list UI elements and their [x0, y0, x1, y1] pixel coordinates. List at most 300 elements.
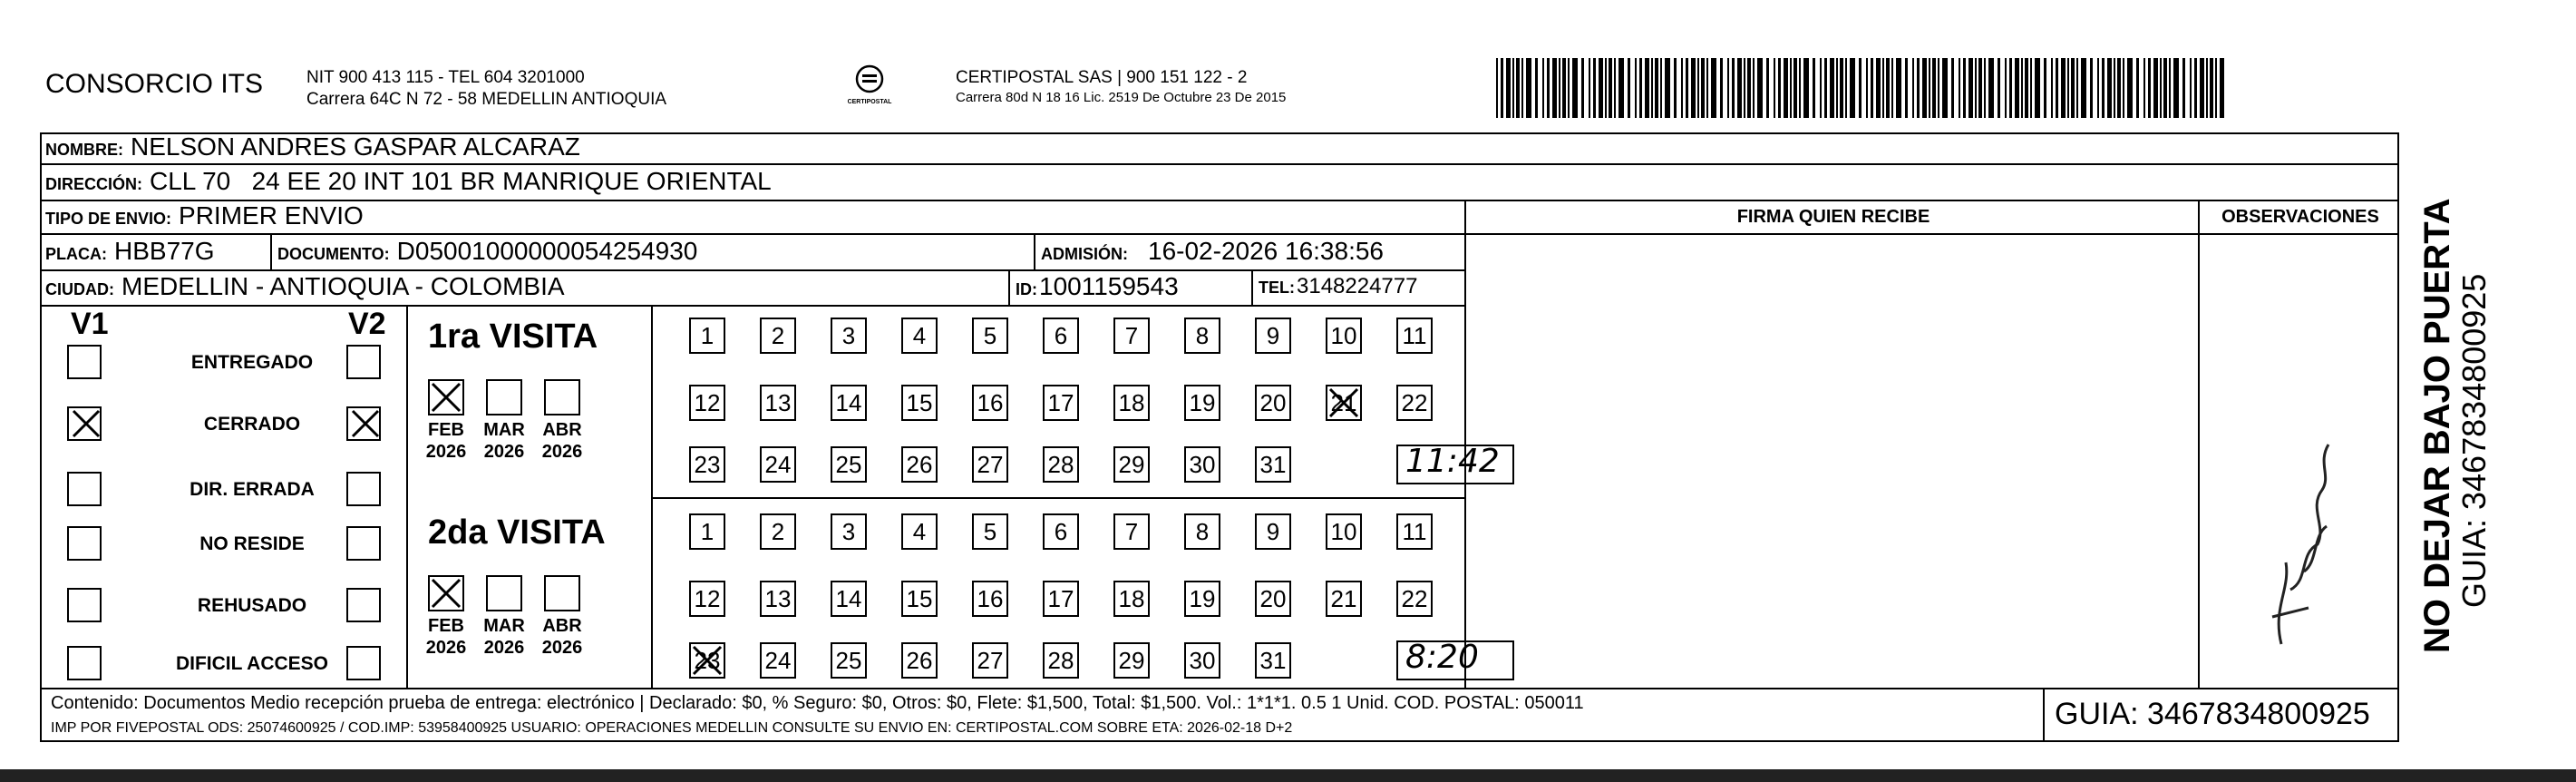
day-checkbox[interactable]: 18 — [1113, 581, 1150, 617]
month-checkbox[interactable] — [544, 575, 580, 611]
id-label: ID: — [1016, 280, 1037, 298]
month-label — [417, 615, 475, 659]
barcode-bar — [1720, 58, 1723, 118]
barcode-bar — [1891, 58, 1893, 118]
visit-title: 1ra VISITA — [428, 318, 598, 356]
day-checkbox[interactable]: 15 — [901, 385, 938, 421]
barcode-bar — [2114, 58, 2115, 118]
no-dejar-notice: NO DEJAR BAJO PUERTA — [2417, 198, 2457, 653]
barcode-bar — [1568, 58, 1570, 118]
barcode-bar — [1929, 58, 1930, 118]
barcode-bar — [1593, 58, 1596, 118]
visit-title: 2da VISITA — [428, 513, 606, 552]
barcode-bar — [1836, 58, 1838, 118]
handwritten-time: 8:20 — [1405, 639, 1479, 676]
placa-field — [45, 237, 215, 266]
status-v2-checkbox[interactable] — [346, 588, 381, 622]
barcode-bar — [2190, 58, 2192, 118]
day-checkbox[interactable]: 26 — [901, 642, 938, 679]
tel-value: 3148224777 — [1297, 274, 1418, 298]
barcode-bar — [2076, 58, 2078, 118]
status-v1-checkbox[interactable] — [67, 646, 102, 680]
barcode-bar — [1799, 58, 1801, 118]
barcode-bar — [1512, 58, 1514, 118]
day-checkbox[interactable]: 4 — [901, 513, 938, 550]
barcode-bar — [1790, 58, 1792, 118]
barcode-bar — [1496, 58, 1498, 118]
day-checkbox[interactable]: 2 — [760, 318, 796, 354]
barcode-bar — [2067, 58, 2069, 118]
barcode-bar — [2021, 58, 2023, 118]
barcode-bar — [1665, 58, 1670, 118]
day-checkbox[interactable]: 11 — [1396, 318, 1433, 354]
barcode-bar — [1599, 58, 1603, 118]
barcode-bar — [2025, 58, 2028, 118]
barcode-bar — [1866, 58, 1868, 118]
checkmark-icon — [430, 577, 462, 610]
barcode-bar — [1552, 58, 1557, 118]
barcode-bar — [2009, 58, 2012, 118]
barcode-bar — [1645, 58, 1649, 118]
barcode-bar — [2215, 58, 2217, 118]
barcode-bar — [2127, 58, 2133, 118]
barcode-bar — [2182, 58, 2185, 118]
day-checkbox[interactable]: 3 — [831, 513, 867, 550]
barcode-bar — [1572, 58, 1578, 118]
barcode-bar — [2200, 58, 2204, 118]
barcode-bar — [1744, 58, 1745, 118]
barcode-bar — [1614, 58, 1616, 118]
month-name: FEB — [428, 616, 464, 636]
rule — [1008, 269, 1010, 305]
barcode-bar — [1686, 58, 1688, 118]
rule — [1251, 269, 1253, 305]
day-checkbox[interactable]: 24 — [760, 642, 796, 679]
month-name: MAR — [483, 420, 525, 440]
barcode-bar — [1562, 58, 1566, 118]
barcode-bar — [1984, 58, 1986, 118]
barcode-bar — [2005, 58, 2007, 118]
logo-text: CERTIPOSTAL — [847, 99, 892, 105]
barcode-bar — [1516, 58, 1520, 118]
day-checkbox[interactable]: 22 — [1396, 385, 1433, 421]
barcode-bar — [1959, 58, 1960, 118]
barcode-bar — [2153, 58, 2158, 118]
barcode-bar — [2030, 58, 2032, 118]
rule — [651, 497, 1465, 499]
day-checkbox[interactable]: 29 — [1113, 642, 1150, 679]
tipo-envio-label: TIPO DE ENVIO: — [45, 210, 172, 228]
day-checkbox[interactable]: 30 — [1184, 446, 1220, 483]
day-checkbox[interactable]: 6 — [1043, 513, 1079, 550]
day-checkbox[interactable]: 26 — [901, 446, 938, 483]
barcode-bar — [1757, 58, 1763, 118]
day-checkbox[interactable]: 25 — [831, 446, 867, 483]
day-checkbox[interactable]: 11 — [1396, 513, 1433, 550]
day-checkbox[interactable]: 28 — [1043, 642, 1079, 679]
day-checkbox[interactable]: 27 — [972, 446, 1008, 483]
barcode-bar — [1882, 58, 1884, 118]
day-checkbox[interactable]: 9 — [1255, 513, 1291, 550]
day-checkbox[interactable]: 27 — [972, 642, 1008, 679]
month-label — [475, 615, 533, 659]
tipo-envio-field — [45, 201, 364, 230]
v2-header: V2 — [348, 307, 386, 341]
status-v2-checkbox[interactable] — [346, 345, 381, 379]
barcode-bar — [1753, 58, 1755, 118]
barcode-bar — [1942, 58, 1948, 118]
barcode-bar — [1886, 58, 1890, 118]
day-checkbox[interactable]: 16 — [972, 581, 1008, 617]
month-year: 2026 — [425, 442, 467, 462]
carrier-line-2: Carrera 80d N 18 16 Lic. 2519 De Octubre 23 De 2015 — [956, 90, 1287, 105]
day-checkbox[interactable]: 1 — [689, 318, 725, 354]
v1-header: V1 — [71, 307, 109, 341]
day-checkbox[interactable]: 1 — [689, 513, 725, 550]
checkmark-icon — [350, 408, 381, 439]
barcode-bar — [1732, 58, 1735, 118]
day-checkbox[interactable]: 28 — [1043, 446, 1079, 483]
day-checkbox[interactable]: 12 — [689, 385, 725, 421]
day-checkbox[interactable]: 6 — [1043, 318, 1079, 354]
tel-label: TEL: — [1259, 279, 1295, 297]
barcode-bar — [1998, 58, 2000, 118]
barcode-bar — [1737, 58, 1742, 118]
barcode-bar — [1701, 58, 1705, 118]
barcode-bar — [2102, 58, 2105, 118]
barcode-bar — [1978, 58, 1982, 118]
checkmark-icon — [430, 381, 462, 414]
barcode-bar — [2071, 58, 2075, 118]
barcode-bar — [1951, 58, 1954, 118]
month-year: 2026 — [425, 638, 467, 658]
month-label — [533, 615, 591, 659]
barcode-bar — [2051, 58, 2053, 118]
day-checkbox[interactable]: 19 — [1184, 581, 1220, 617]
day-checkbox[interactable]: 25 — [831, 642, 867, 679]
day-checkbox[interactable]: 29 — [1113, 446, 1150, 483]
day-checkbox[interactable]: 13 — [760, 581, 796, 617]
day-checkbox[interactable]: 22 — [1396, 581, 1433, 617]
month-label — [533, 419, 591, 463]
status-v2-checkbox[interactable] — [346, 646, 381, 680]
barcode-bar — [1813, 58, 1815, 118]
nombre-field — [45, 132, 580, 161]
company-info — [306, 67, 666, 111]
ciudad-value: MEDELLIN - ANTIOQUIA - COLOMBIA — [122, 272, 565, 300]
status-label: NO RESIDE — [199, 533, 305, 554]
barcode-bar — [1922, 58, 1927, 118]
barcode-bar — [1605, 58, 1607, 118]
day-checkbox[interactable]: 21 — [1326, 581, 1362, 617]
contenido-text: Contenido: Documentos Medio recepción prueba de entrega: electrónico | Declarado: $0, % Seguro: $0, Otros: $0, Flete: $1,500, Total: $1,500. Vol.: 1*1*1. 0.5 1 Unid. COD. POSTAL: 050011 — [51, 693, 1584, 713]
barcode-bar — [2148, 58, 2151, 118]
barcode-bar — [1830, 58, 1834, 118]
barcode-bar — [1912, 58, 1914, 118]
admision-field — [1041, 237, 1384, 266]
month-label — [417, 419, 475, 463]
barcode-bar — [2061, 58, 2066, 118]
barcode-bar — [1639, 58, 1642, 118]
carrier-line-1: CERTIPOSTAL SAS | 900 151 122 - 2 — [956, 68, 1248, 87]
day-checkbox[interactable]: 5 — [972, 318, 1008, 354]
month-checkbox[interactable] — [544, 379, 580, 415]
barcode-bar — [2143, 58, 2145, 118]
barcode-bar — [1681, 58, 1683, 118]
barcode-bar — [2206, 58, 2208, 118]
guia-footer: GUIA: 3467834800925 — [2055, 697, 2370, 731]
month-name: ABR — [542, 616, 582, 636]
checkmark-icon — [691, 644, 724, 677]
day-checkbox[interactable]: 30 — [1184, 642, 1220, 679]
day-checkbox[interactable]: 10 — [1326, 318, 1362, 354]
barcode-bar — [2081, 58, 2086, 118]
month-name: MAR — [483, 616, 525, 636]
barcode-bar — [2015, 58, 2019, 118]
day-checkbox[interactable]: 17 — [1043, 385, 1079, 421]
day-checkbox[interactable]: 4 — [901, 318, 938, 354]
rule — [1034, 233, 1035, 269]
barcode-bar — [2107, 58, 2112, 118]
ciudad-field — [45, 272, 565, 301]
rule — [40, 233, 2399, 235]
barcode-bar — [2035, 58, 2040, 118]
barcode-bar — [1876, 58, 1881, 118]
direccion-value: CLL 70 24 EE 20 INT 101 BR MANRIQUE ORIENTAL — [150, 167, 772, 195]
barcode-bar — [1917, 58, 1920, 118]
barcode-bar — [1655, 58, 1658, 118]
barcode-bar — [2163, 58, 2167, 118]
barcode-bar — [2117, 58, 2121, 118]
barcode-bar — [1619, 58, 1624, 118]
barcode-bar — [2220, 58, 2224, 118]
barcode-bar — [1547, 58, 1550, 118]
day-checkbox[interactable]: 19 — [1184, 385, 1220, 421]
barcode-bar — [1727, 58, 1729, 118]
day-checkbox[interactable]: 20 — [1255, 385, 1291, 421]
day-checkbox[interactable]: 3 — [831, 318, 867, 354]
placa-value: HBB77G — [114, 237, 215, 265]
barcode-bar — [1697, 58, 1699, 118]
status-v2-checkbox[interactable] — [346, 526, 381, 561]
barcode-bar — [1793, 58, 1797, 118]
checkmark-icon — [1327, 386, 1360, 419]
barcode-bar — [1896, 58, 1901, 118]
tipo-envio-value: PRIMER ENVIO — [179, 201, 364, 230]
barcode-bar — [1840, 58, 1843, 118]
admision-label: ADMISIÓN: — [1041, 245, 1128, 263]
barcode-bar — [1706, 58, 1708, 118]
status-v1-checkbox[interactable] — [67, 472, 102, 506]
nombre-value: NELSON ANDRES GASPAR ALCARAZ — [131, 132, 580, 161]
day-checkbox[interactable]: 8 — [1184, 513, 1220, 550]
tel-field — [1259, 274, 1417, 299]
barcode-bar — [1501, 58, 1503, 118]
company-line-1: NIT 900 413 115 - TEL 604 3201000 — [306, 68, 585, 87]
bottom-edge — [0, 769, 2576, 782]
status-label: DIFICIL ACCESO — [175, 653, 328, 674]
month-name: FEB — [428, 420, 464, 440]
barcode-bar — [1778, 58, 1781, 118]
barcode-bar — [1766, 58, 1769, 118]
barcode-bar — [2097, 58, 2099, 118]
barcode-bar — [1559, 58, 1560, 118]
barcode-bar — [1747, 58, 1751, 118]
rule — [40, 200, 2399, 201]
barcode-bar — [1905, 58, 1908, 118]
barcode-bar — [1542, 58, 1544, 118]
month-year: 2026 — [483, 442, 525, 462]
barcode-bar — [1506, 58, 1511, 118]
barcode-bar — [1859, 58, 1862, 118]
certipostal-logo — [838, 64, 901, 105]
day-checkbox[interactable]: 21 — [1326, 385, 1362, 421]
status-v1-checkbox[interactable] — [67, 588, 102, 622]
day-checkbox[interactable]: 24 — [760, 446, 796, 483]
day-checkbox[interactable]: 31 — [1255, 446, 1291, 483]
day-checkbox[interactable]: 15 — [901, 581, 938, 617]
status-v1-checkbox[interactable] — [67, 345, 102, 379]
company-name: CONSORCIO ITS — [45, 69, 264, 99]
day-checkbox[interactable]: 17 — [1043, 581, 1079, 617]
day-checkbox[interactable]: 12 — [689, 581, 725, 617]
barcode-bar — [2090, 58, 2093, 118]
barcode-bar — [1589, 58, 1590, 118]
barcode-bar — [1628, 58, 1630, 118]
direccion-label: DIRECCIÓN: — [45, 175, 142, 193]
barcode-bar — [1609, 58, 1612, 118]
id-value: 1001159543 — [1039, 272, 1179, 300]
observaciones-header: OBSERVACIONES — [2221, 207, 2379, 227]
status-label: REHUSADO — [197, 595, 307, 616]
month-label — [475, 419, 533, 463]
day-checkbox[interactable]: 14 — [831, 581, 867, 617]
barcode-bar — [1526, 58, 1531, 118]
placa-label: PLACA: — [45, 245, 107, 263]
month-name: ABR — [542, 420, 582, 440]
barcode-bar — [2136, 58, 2139, 118]
barcode-bar — [1988, 58, 1994, 118]
barcode-bar — [1774, 58, 1775, 118]
nombre-label: NOMBRE: — [45, 141, 123, 159]
barcode-bar — [2210, 58, 2213, 118]
day-checkbox[interactable]: 13 — [760, 385, 796, 421]
barcode-bar — [2044, 58, 2046, 118]
barcode-bar — [1975, 58, 1977, 118]
day-checkbox[interactable]: 7 — [1113, 513, 1150, 550]
logo-icon — [851, 64, 888, 94]
day-checkbox[interactable]: 23 — [689, 642, 725, 679]
barcode-bar — [2056, 58, 2058, 118]
month-year: 2026 — [541, 442, 583, 462]
barcode-bar — [1521, 58, 1523, 118]
month-year: 2026 — [541, 638, 583, 658]
imp-text: IMP POR FIVEPOSTAL ODS: 25074600925 / COD.IMP: 53958400925 USUARIO: OPERACIONES MEDELLIN CONSULTE SU ENVIO EN: CERTIPOSTAL.COM SOBRE ETA: 2026-02-18 D+2 — [51, 720, 1293, 736]
barcode-bar — [1674, 58, 1677, 118]
rule — [40, 305, 1465, 307]
barcode-bar — [2160, 58, 2162, 118]
direccion-field — [45, 167, 772, 196]
barcode-bar — [1784, 58, 1788, 118]
documento-value: D05001000000054254930 — [396, 237, 698, 265]
checkmark-icon — [71, 408, 102, 439]
barcode-bar — [1581, 58, 1584, 118]
day-checkbox[interactable]: 20 — [1255, 581, 1291, 617]
status-label: DIR. ERRADA — [190, 479, 315, 500]
day-checkbox[interactable]: 23 — [689, 446, 725, 483]
signature-icon — [2254, 426, 2345, 653]
day-checkbox[interactable]: 9 — [1255, 318, 1291, 354]
id-field — [1016, 272, 1179, 301]
day-checkbox[interactable]: 2 — [760, 513, 796, 550]
documento-field — [277, 237, 697, 266]
barcode-bar — [1938, 58, 1939, 118]
rule — [2198, 200, 2200, 688]
ciudad-label: CIUDAD: — [45, 280, 114, 298]
rule — [2043, 688, 2045, 742]
barcode-bar — [2173, 58, 2179, 118]
day-checkbox[interactable]: 16 — [972, 385, 1008, 421]
barcode — [1496, 58, 2224, 118]
day-checkbox[interactable]: 7 — [1113, 318, 1150, 354]
barcode-bar — [1651, 58, 1653, 118]
barcode-bar — [1711, 58, 1716, 118]
rule — [406, 305, 408, 688]
barcode-bar — [1871, 58, 1873, 118]
rule — [40, 688, 2399, 689]
firma-header: FIRMA QUIEN RECIBE — [1736, 207, 1930, 227]
barcode-bar — [1932, 58, 1936, 118]
month-checkbox[interactable] — [486, 379, 522, 415]
day-checkbox[interactable]: 31 — [1255, 642, 1291, 679]
rule — [40, 163, 2399, 165]
handwritten-time: 11:42 — [1405, 443, 1500, 480]
rule — [270, 233, 272, 269]
barcode-bar — [2169, 58, 2171, 118]
barcode-bar — [1803, 58, 1809, 118]
barcode-bar — [1824, 58, 1827, 118]
month-checkbox[interactable] — [486, 575, 522, 611]
barcode-bar — [1850, 58, 1855, 118]
day-checkbox[interactable]: 8 — [1184, 318, 1220, 354]
carrier-info — [956, 67, 1286, 107]
barcode-bar — [1635, 58, 1637, 118]
rule — [651, 305, 653, 688]
documento-label: DOCUMENTO: — [277, 245, 390, 263]
status-label: ENTREGADO — [190, 352, 314, 373]
barcode-bar — [1968, 58, 1973, 118]
status-v2-checkbox[interactable] — [346, 472, 381, 506]
barcode-bar — [1820, 58, 1822, 118]
day-checkbox[interactable]: 10 — [1326, 513, 1362, 550]
barcode-bar — [1660, 58, 1662, 118]
admision-value: 16-02-2026 16:38:56 — [1148, 237, 1384, 265]
status-v1-checkbox[interactable] — [67, 526, 102, 561]
barcode-bar — [1535, 58, 1538, 118]
barcode-bar — [1845, 58, 1847, 118]
status-label: CERRADO — [203, 414, 301, 435]
barcode-bar — [2123, 58, 2124, 118]
month-year: 2026 — [483, 638, 525, 658]
day-checkbox[interactable]: 14 — [831, 385, 867, 421]
guia-vertical: GUIA: 3467834800925 — [2455, 273, 2493, 608]
barcode-bar — [2194, 58, 2197, 118]
day-checkbox[interactable]: 18 — [1113, 385, 1150, 421]
barcode-bar — [1691, 58, 1696, 118]
day-checkbox[interactable]: 5 — [972, 513, 1008, 550]
company-line-2: Carrera 64C N 72 - 58 MEDELLIN ANTIOQUIA — [306, 90, 667, 109]
barcode-bar — [1963, 58, 1966, 118]
